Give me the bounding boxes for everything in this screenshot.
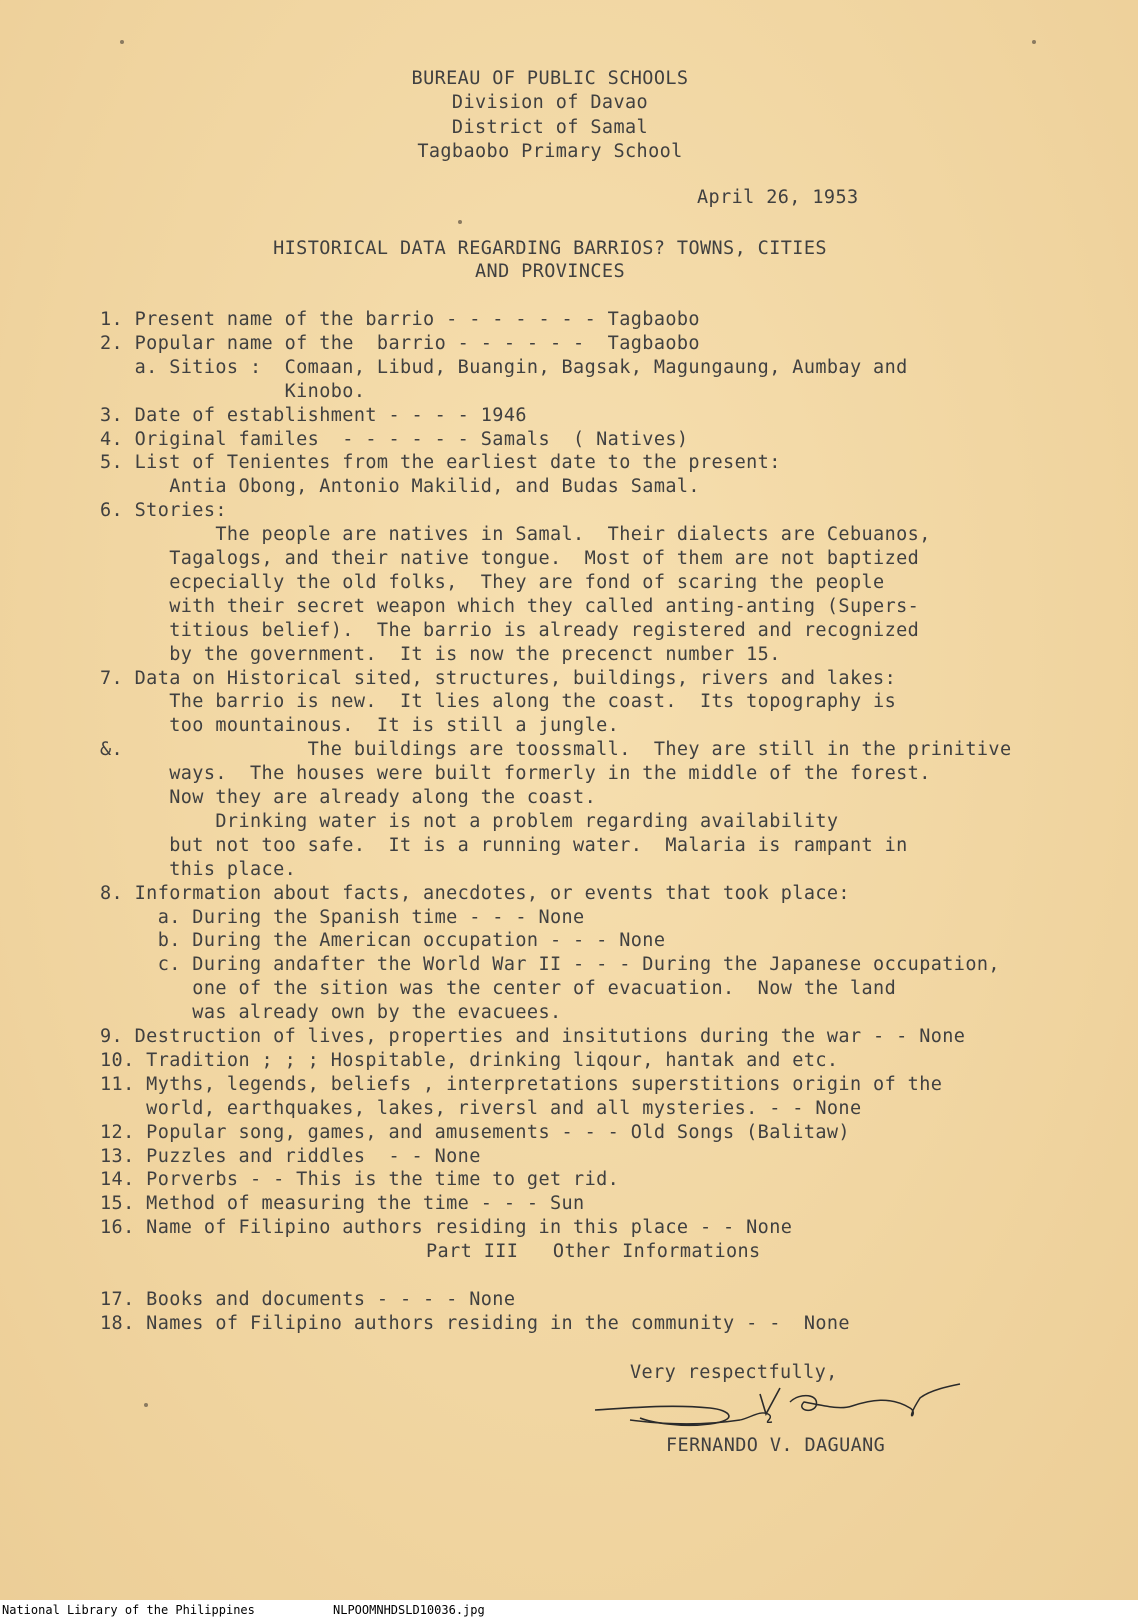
- header-bureau: BUREAU OF PUBLIC SCHOOLS: [411, 68, 689, 89]
- body-line: 8. Information about facts, anecdotes, or events that took place:: [100, 882, 850, 904]
- body-line: 13. Puzzles and riddles - - None: [100, 1145, 481, 1167]
- title-line-1: HISTORICAL DATA REGARDING BARRIOS? TOWNS, CITIES: [273, 238, 827, 259]
- body-line: was already own by the evacuees.: [100, 1002, 562, 1024]
- body-line: 17. Books and documents - - - - None: [100, 1289, 516, 1310]
- body-line: Now they are already along the coast.: [100, 787, 597, 808]
- closing: Very respectfully,: [630, 1362, 838, 1383]
- body-line: 6. Stories:: [100, 500, 227, 522]
- header-division: Division of Davao: [451, 92, 649, 113]
- header-school: Tagbaobo Primary School: [417, 141, 683, 162]
- body-line: 2. Popular name of the barrio - - - - - - Tagbaobo: [100, 332, 700, 354]
- body-line: Tagalogs, and their native tongue. Most of them are not baptized: [100, 548, 920, 569]
- body-line: ecpecially the old folks, They are fond of scaring the people: [100, 571, 885, 593]
- body-line: 11. Myths, legends, beliefs , interpretations superstitions origin of the: [100, 1073, 943, 1095]
- body-line: c. During andafter the World War II - - - During the Japanese occupation,: [100, 954, 1000, 976]
- body-line: 9. Destruction of lives, properties and insitutions during the war - - None: [100, 1026, 966, 1047]
- body-line: 1. Present name of the barrio - - - - - - - Tagbaobo: [100, 309, 700, 330]
- body-line: Kinobo.: [100, 380, 366, 402]
- document-date: April 26, 1953: [697, 187, 859, 208]
- body-line: titious belief). The barrio is already registered and recognized: [100, 619, 920, 641]
- footer-filename: NLPOOMNHDSLD10036.jpg: [333, 1603, 485, 1617]
- paper-speck: [1032, 40, 1036, 44]
- body-line: but not too safe. It is a running water. Malaria is rampant in: [100, 834, 908, 856]
- body-line: 7. Data on Historical sited, structures, buildings, rivers and lakes:: [100, 667, 897, 689]
- body-line: 3. Date of establishment - - - - 1946: [100, 404, 527, 426]
- body-line: with their secret weapon which they called anting-anting (Supers-: [100, 595, 920, 617]
- body-line: 14. Porverbs - - This is the time to get rid.: [100, 1169, 620, 1191]
- body-line: 10. Tradition ; ; ; Hospitable, drinking liqour, hantak and etc.: [100, 1049, 839, 1071]
- body-line: too mountainous. It is still a jungle.: [100, 715, 620, 737]
- body-line: 18. Names of Filipino authors residing in the community - - None: [100, 1312, 850, 1334]
- header-district: District of Samal: [451, 117, 649, 138]
- body-line: 12. Popular song, games, and amusements - - - Old Songs (Balitaw): [100, 1121, 850, 1143]
- footer-bar: [0, 1600, 1138, 1621]
- body-line: by the government. It is now the precenct number 15.: [100, 643, 781, 665]
- body-line: this place.: [100, 858, 297, 880]
- body-line: b. During the American occupation - - - None: [100, 930, 666, 952]
- footer-library: National Library of the Philippines: [2, 1603, 255, 1617]
- body-line: Antia Obong, Antonio Makilid, and Budas Samal.: [100, 476, 700, 498]
- paper-speck: [120, 40, 124, 44]
- body-line: world, earthquakes, lakes, riversl and all mysteries. - - None: [100, 1097, 862, 1119]
- body-line: 15. Method of measuring the time - - - Sun: [100, 1193, 585, 1215]
- body-line: The people are natives in Samal. Their dialects are Cebuanos,: [100, 524, 931, 546]
- body-line: one of the sition was the center of evacuation. Now the land: [100, 978, 897, 1000]
- paper-speck: [458, 220, 462, 224]
- body-line: 5. List of Tenientes from the earliest date to the present:: [100, 452, 781, 474]
- body-line: The barrio is new. It lies along the coast. Its topography is: [100, 691, 897, 713]
- signatory-name: FERNANDO V. DAGUANG: [666, 1435, 886, 1456]
- body-line: &. The buildings are toossmall. They are still in the prinitive: [100, 739, 1012, 761]
- title-line-2: AND PROVINCES: [475, 261, 625, 282]
- body-line: 4. Original familes - - - - - - Samals ( Natives): [100, 428, 689, 450]
- body-line: Drinking water is not a problem regarding availability: [100, 810, 839, 832]
- paper-speck: [144, 1403, 148, 1407]
- body-line: a. Sitios : Comaan, Libud, Buangin, Bagsak, Magungaung, Aumbay and: [100, 356, 908, 378]
- body-line: a. During the Spanish time - - - None: [100, 906, 585, 928]
- body-line: 16. Name of Filipino authors residing in this place - - None: [100, 1217, 793, 1239]
- body-line: ways. The houses were built formerly in the middle of the forest.: [100, 763, 931, 785]
- part-heading: Part III Other Informations: [426, 1241, 761, 1262]
